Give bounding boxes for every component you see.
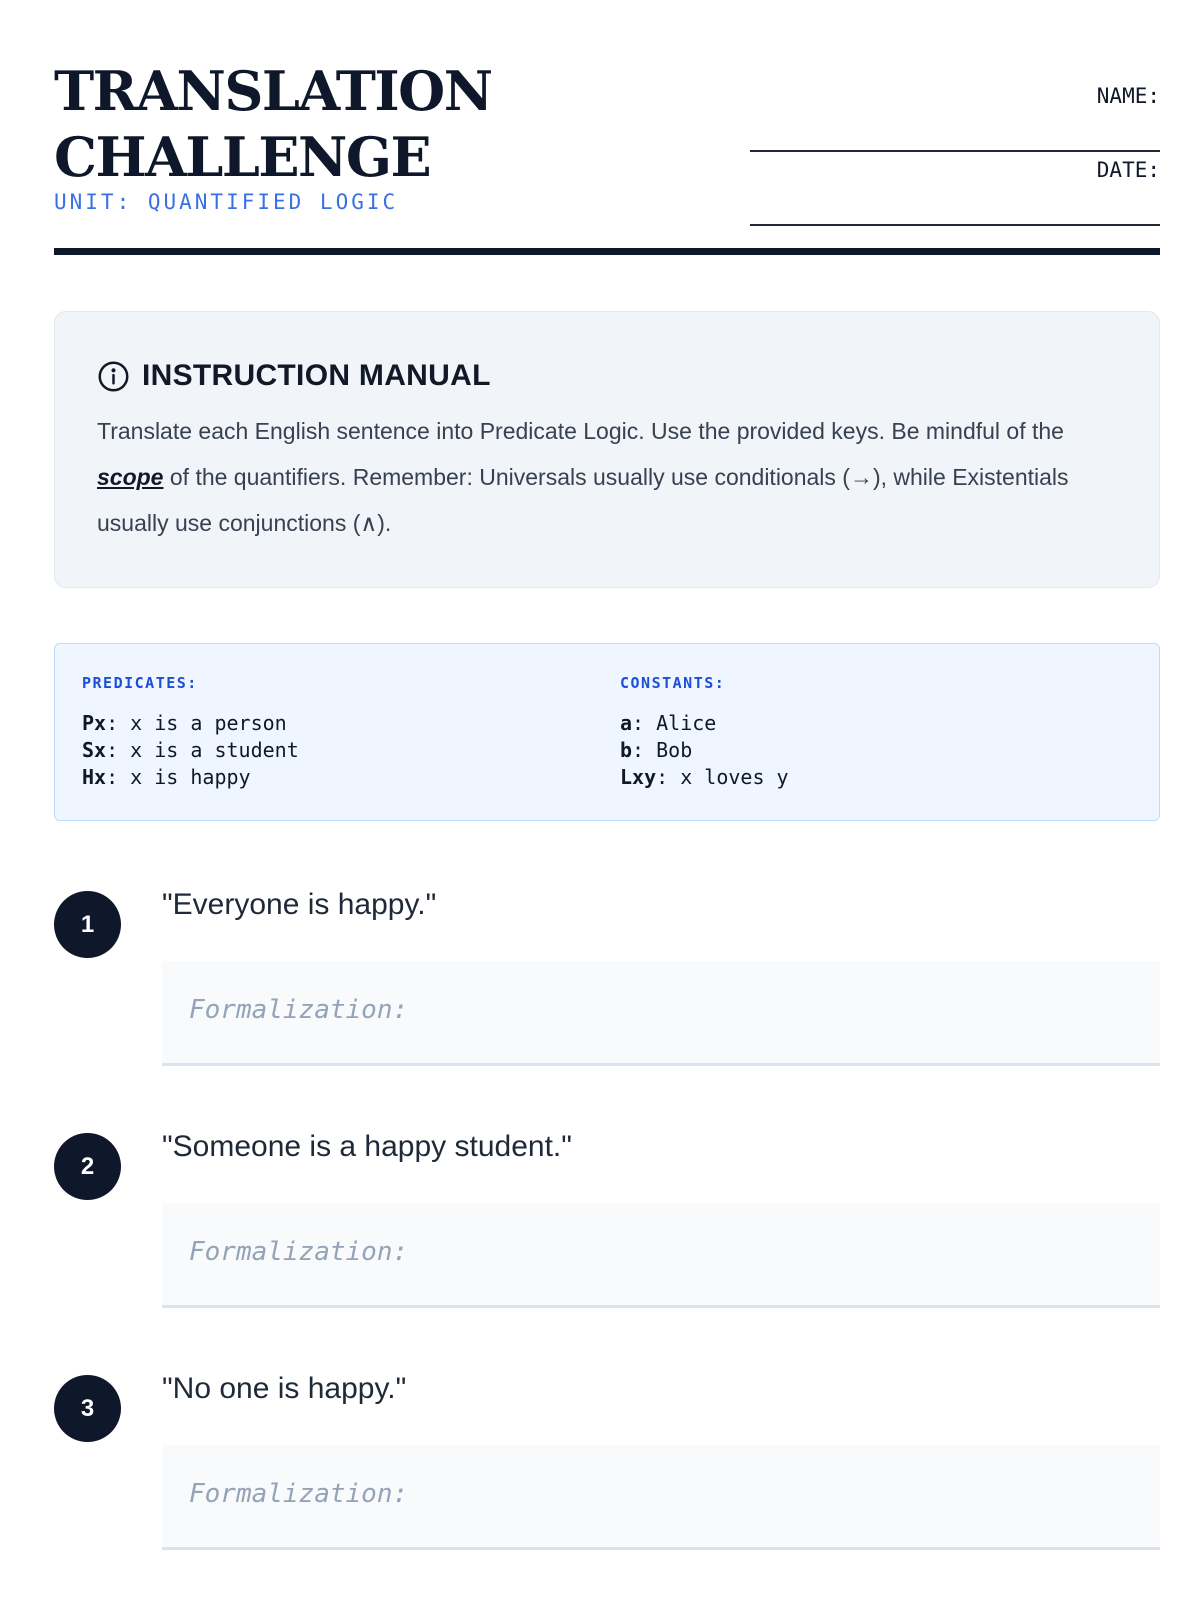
question-number-badge: 3 <box>54 1375 121 1442</box>
question-3 <box>54 1344 1160 1529</box>
question-2 <box>54 1102 1160 1287</box>
question-sentence: "Everyone is happy." <box>162 888 437 921</box>
constant-symbol: Lxy <box>620 765 657 789</box>
predicate-meaning: : x is happy <box>106 765 251 789</box>
predicate-symbol: Px <box>82 711 107 735</box>
question-1 <box>54 860 1160 1045</box>
instruction-text-end: of the quantifiers. Remember: Universals usually use conditionals (→), while Existentials usually use conjunctions (∧). <box>97 464 1069 536</box>
question-number-badge: 2 <box>54 1133 121 1200</box>
date-field[interactable] <box>750 152 1160 226</box>
worksheet-header <box>54 0 1160 256</box>
instruction-header <box>97 356 1117 396</box>
constants-column <box>620 674 789 820</box>
constant-entry <box>620 764 789 791</box>
student-info <box>750 78 1160 226</box>
constant-entry <box>620 710 789 737</box>
instruction-text-start: Translate each English sentence into Predicate Logic. Use the provided keys. Be mindful of the <box>97 418 1064 444</box>
predicate-entry <box>82 710 620 737</box>
predicate-symbol: Hx <box>82 765 107 789</box>
formalization-answer-box[interactable]: Formalization: <box>162 1445 1160 1550</box>
constant-meaning: : Alice <box>632 711 717 735</box>
formalization-answer-box[interactable]: Formalization: <box>162 961 1160 1066</box>
name-label: NAME: <box>1096 84 1160 108</box>
constants-heading: CONSTANTS: <box>620 674 726 692</box>
page-title <box>54 58 574 190</box>
constant-symbol: b <box>620 738 633 762</box>
header-divider <box>54 248 1160 255</box>
question-sentence: "No one is happy." <box>162 1372 407 1405</box>
predicate-entry <box>82 764 620 791</box>
predicate-meaning: : x is a student <box>106 738 299 762</box>
question-sentence: "Someone is a happy student." <box>162 1130 572 1163</box>
constant-meaning: : x loves y <box>656 765 789 789</box>
question-number-badge: 1 <box>54 891 121 958</box>
instruction-title: INSTRUCTION MANUAL <box>142 359 491 392</box>
worksheet <box>54 0 1160 1509</box>
constant-entry <box>620 737 789 764</box>
symbol-key <box>54 643 1160 821</box>
name-field[interactable] <box>750 78 1160 152</box>
predicates-heading: PREDICATES: <box>82 674 198 692</box>
predicate-entry <box>82 737 620 764</box>
predicate-symbol: Sx <box>82 738 107 762</box>
date-label: DATE: <box>1096 158 1160 182</box>
info-circle-icon <box>97 360 130 393</box>
instruction-manual <box>54 311 1160 588</box>
predicate-meaning: : x is a person <box>106 711 287 735</box>
constant-symbol: a <box>620 711 633 735</box>
predicates-column <box>82 674 620 820</box>
constant-meaning: : Bob <box>632 738 693 762</box>
title-line-1: TRANSLATION <box>54 59 492 123</box>
instruction-text <box>97 408 1117 546</box>
formalization-answer-box[interactable]: Formalization: <box>162 1203 1160 1308</box>
unit-subtitle: UNIT: QUANTIFIED LOGIC <box>54 190 399 214</box>
instruction-emphasis: scope <box>97 464 164 490</box>
title-line-2: CHALLENGE <box>54 125 431 189</box>
